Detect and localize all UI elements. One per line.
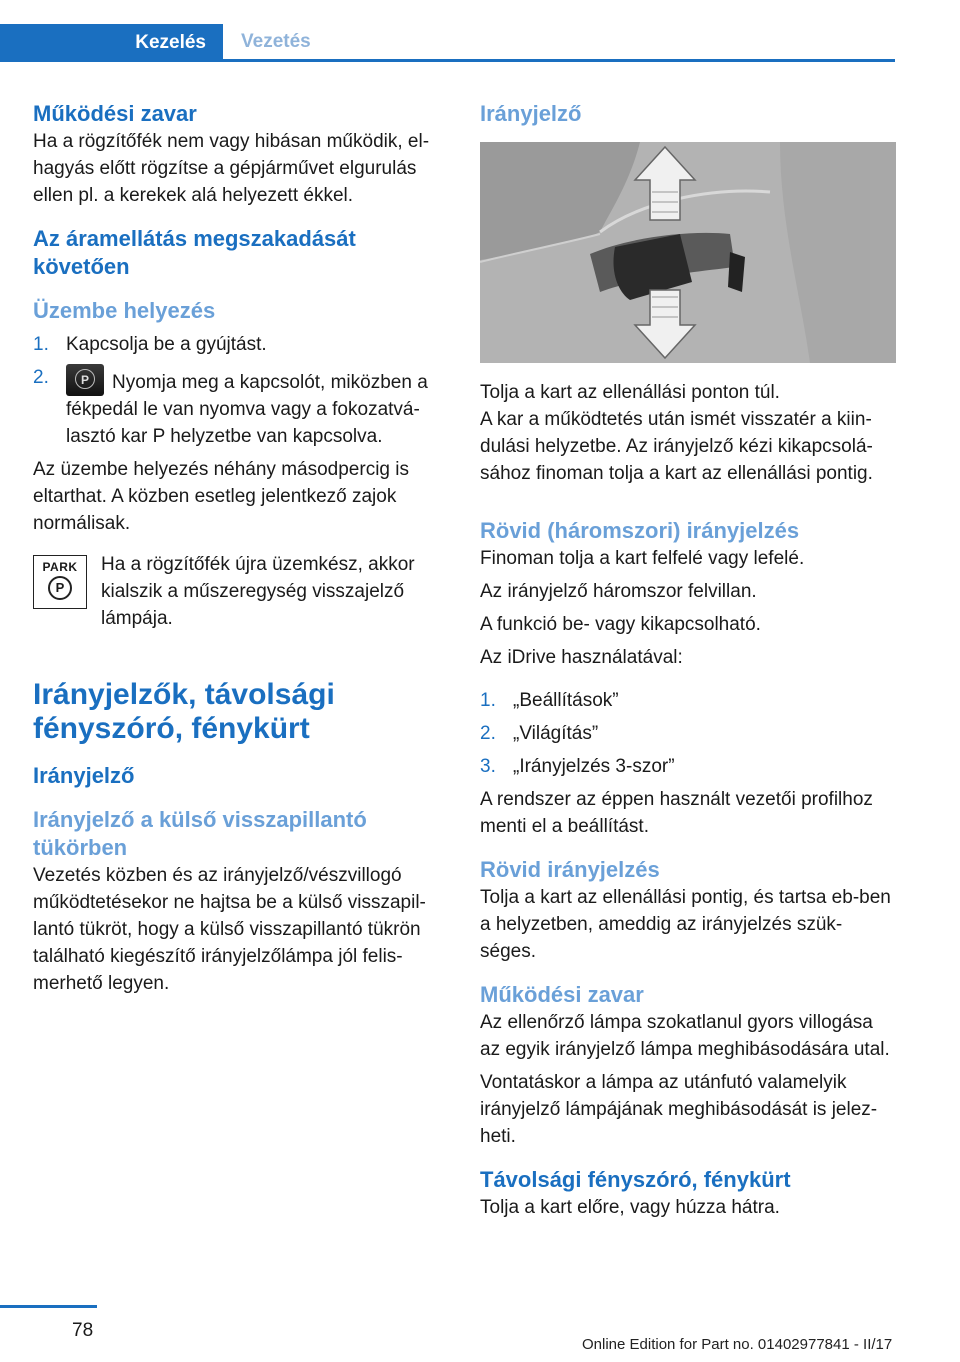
paragraph-mirror: Vezetés közben és az irányjelző/vészvillogó működtetésekor ne hajtsa be a külső visszapil-lantó tükröt, hogy a külső visszapillantó tükrön található kiegészítő irányjelzőlámpa jól felis-merhető legyen. (33, 865, 426, 994)
park-note (33, 551, 443, 632)
list-item: 2. P Nyomja meg a kapcsolót, miközben a fékpedál le van nyomva vagy a fokozatvá-lasztó kar P helyzetbe van kapcsolva. (33, 364, 443, 450)
list-item: 1. Kapcsolja be a gyújtást. (33, 334, 267, 355)
paragraph: A rendszer az éppen használt vezetői profilhoz menti el a beállítást. (480, 789, 873, 837)
paragraph-malfunction: Ha a rögzítőfék nem vagy hibásan működik, el-hagyás előtt rögzítse a gépjárművet elgurulás ellen pl. a kerekek alá helyezett ékkel. (33, 131, 430, 206)
heading-short-signal: Rövid irányjelzés (480, 857, 660, 882)
page-number: 78 (72, 1320, 94, 1341)
tab-vezetes[interactable]: Vezetés (241, 31, 311, 52)
park-note-text: Ha a rögzítőfék újra üzemkész, akkor kialszik a műszeregység visszajelző lámpája. (101, 554, 415, 629)
startup-steps (33, 331, 443, 450)
park-indicator-icon: PARK P (33, 555, 87, 609)
left-column (33, 100, 443, 997)
tab-kezeles[interactable]: Kezelés (0, 24, 223, 62)
tab-underline (0, 59, 895, 62)
idrive-menu-path (480, 687, 896, 780)
list-item: 3. „Irányjelzés 3-szor” (480, 756, 675, 777)
paragraph: Tolja a kart az ellenállási ponton túl. (480, 382, 780, 403)
paragraph: Az irányjelző háromszor felvillan. (480, 581, 757, 602)
paragraph: A funkció be- vagy kikapcsolható. (480, 614, 761, 635)
paragraph: Finoman tolja a kart felfelé vagy lefelé. (480, 548, 805, 569)
right-column (480, 100, 896, 1221)
edition-label: Online Edition for Part no. 01402977841 - II/17 (582, 1336, 893, 1353)
paragraph: Tolja a kart az ellenállási pontig, és tartsa eb-ben a helyzetben, ameddig az irányjelzés szük-séges. (480, 887, 891, 962)
heading-short-3x-signal: Rövid (háromszori) irányjelzés (480, 518, 800, 543)
heading-power-interruption: Az áramellátás megszakadását követően (33, 226, 356, 279)
turn-signal-lever-illustration (480, 142, 896, 363)
paragraph-startup: Az üzembe helyezés néhány másodpercig is eltarthat. A közben esetleg jelentkező zajok normálisak. (33, 459, 409, 534)
heading-startup: Üzembe helyezés (33, 298, 216, 323)
heading-malfunction: Működési zavar (33, 101, 197, 126)
list-item: 1. „Beállítások” (480, 690, 619, 711)
paragraph: Vontatáskor a lámpa az utánfutó valamelyik irányjelző lámpájának meghibásodását is jelez-heti. (480, 1072, 878, 1147)
heading-mirror-signal: Irányjelző a külső visszapillantó tükörben (33, 807, 367, 860)
tab-bar (0, 0, 895, 62)
paragraph: Tolja a kart előre, vagy húzza hátra. (480, 1197, 780, 1218)
heading-malfunction-right: Működési zavar (480, 982, 644, 1007)
section-title: Irányjelzők, távolsági fényszóró, fénykürt (33, 678, 335, 745)
parking-brake-button-icon: P (66, 364, 104, 396)
paragraph: A kar a működtetés után ismét visszatér a kiin-dulási helyzetbe. Az irányjelző kézi kikapcsolá-sához finoman tolja a kart az ellenállási pontig. (480, 409, 873, 484)
heading-turn-signal: Irányjelző (33, 763, 135, 788)
footer-rule (0, 1305, 97, 1308)
heading-high-beam: Távolsági fényszóró, fénykürt (480, 1167, 791, 1192)
list-item: 2. „Világítás” (480, 723, 599, 744)
heading-turn-signal-right: Irányjelző (480, 101, 582, 126)
paragraph: Az iDrive használatával: (480, 647, 683, 668)
paragraph: Az ellenőrző lámpa szokatlanul gyors villogása az egyik irányjelző lámpa meghibásodására utal. (480, 1012, 890, 1060)
